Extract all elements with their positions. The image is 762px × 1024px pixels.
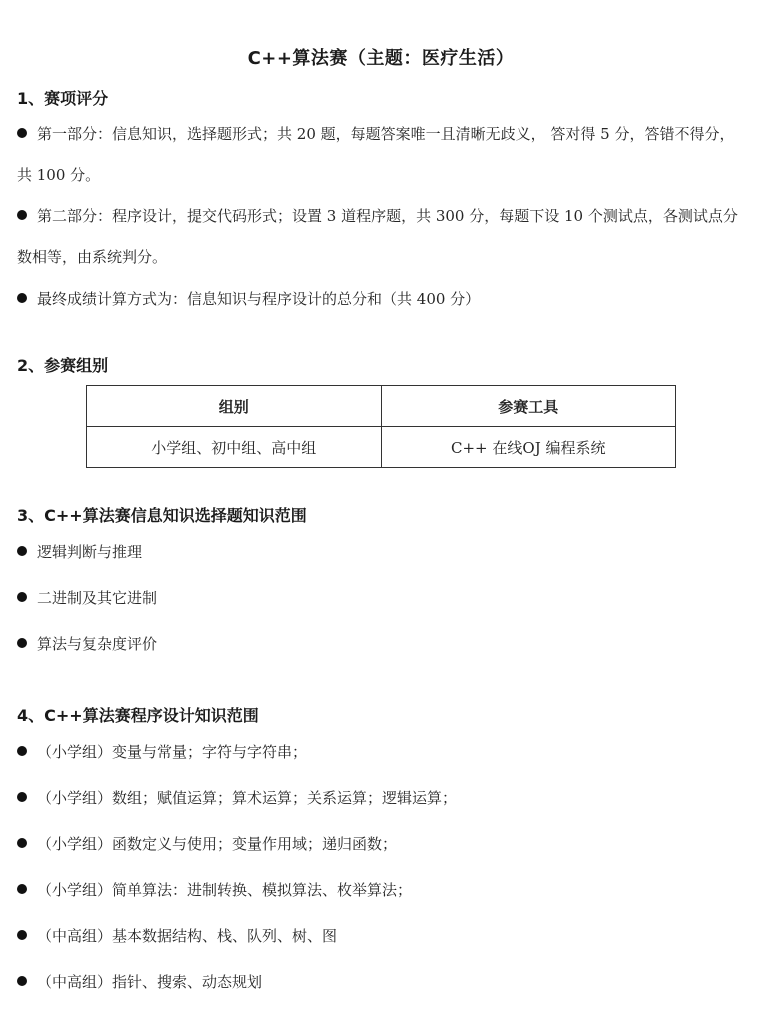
bullet-text: 最终成绩计算方式为：信息知识与程序设计的总分和（共 400 分） [37, 290, 481, 308]
section-4-bullet-4 [17, 879, 412, 900]
section-4-bullet-5 [17, 925, 337, 946]
bullet-text: （小学组）变量与常量；字符与字符串； [37, 743, 308, 761]
bullet-dot-icon [17, 546, 27, 556]
bullet-dot-icon [17, 592, 27, 602]
section-3-heading: 3、C++算法赛信息知识选择题知识范围 [17, 506, 307, 525]
document-title: C++算法赛（主题：医疗生活） [247, 48, 515, 69]
section-4-bullet-1 [17, 741, 307, 762]
bullet-text: 二进制及其它进制 [37, 589, 158, 607]
bullet-dot-icon [17, 838, 27, 848]
table-cell-groups: 小学组、初中组、高中组 [87, 427, 382, 468]
bullet-dot-icon [17, 638, 27, 648]
section-4-bullet-6 [17, 971, 262, 992]
bullet-dot-icon [17, 884, 27, 894]
section-3-bullet-2 [17, 587, 157, 608]
bullet-dot-icon [17, 792, 27, 802]
bullet-dot-icon [17, 210, 27, 220]
bullet-dot-icon [17, 746, 27, 756]
section-3-bullet-1 [17, 541, 142, 562]
bullet-text: （中高组）指针、搜索、动态规划 [37, 973, 263, 991]
table-cell-tool: C++ 在线OJ 编程系统 [381, 427, 676, 468]
table-header-row [87, 386, 676, 427]
bullet-text: 算法与复杂度评价 [37, 635, 158, 653]
group-table [86, 385, 676, 468]
table-header-tool: 参赛工具 [381, 386, 676, 427]
bullet-dot-icon [17, 128, 27, 138]
table-header-group: 组别 [87, 386, 382, 427]
section-2-heading: 2、参赛组别 [17, 356, 109, 375]
bullet-text: 第一部分：信息知识，选择题形式；共 20 题，每题答案唯一且清晰无歧义， 答对得 5 分，答错不得分，共 100 分。 [17, 125, 735, 184]
bullet-text: （小学组）简单算法：进制转换、模拟算法、枚举算法； [37, 881, 413, 899]
bullet-dot-icon [17, 976, 27, 986]
section-1-bullet-2 [17, 196, 747, 278]
bullet-text: 第二部分：程序设计，提交代码形式；设置 3 道程序题，共 300 分，每题下设 10 个测试点，各测试点分数相等，由系统判分。 [17, 207, 738, 266]
table-row [87, 427, 676, 468]
section-4-heading: 4、C++算法赛程序设计知识范围 [17, 706, 259, 725]
bullet-text: 逻辑判断与推理 [37, 543, 143, 561]
bullet-dot-icon [17, 293, 27, 303]
bullet-text: （小学组）函数定义与使用；变量作用域；递归函数； [37, 835, 398, 853]
section-4-bullet-3 [17, 833, 397, 854]
section-4-bullet-2 [17, 787, 457, 808]
section-1-heading: 1、赛项评分 [17, 89, 109, 108]
section-1-bullet-1 [17, 114, 747, 196]
bullet-dot-icon [17, 930, 27, 940]
bullet-text: （小学组）数组；赋值运算；算术运算；关系运算；逻辑运算； [37, 789, 458, 807]
bullet-text: （中高组）基本数据结构、栈、队列、树、图 [37, 927, 338, 945]
section-1-bullet-3 [17, 288, 480, 309]
section-3-bullet-3 [17, 633, 157, 654]
